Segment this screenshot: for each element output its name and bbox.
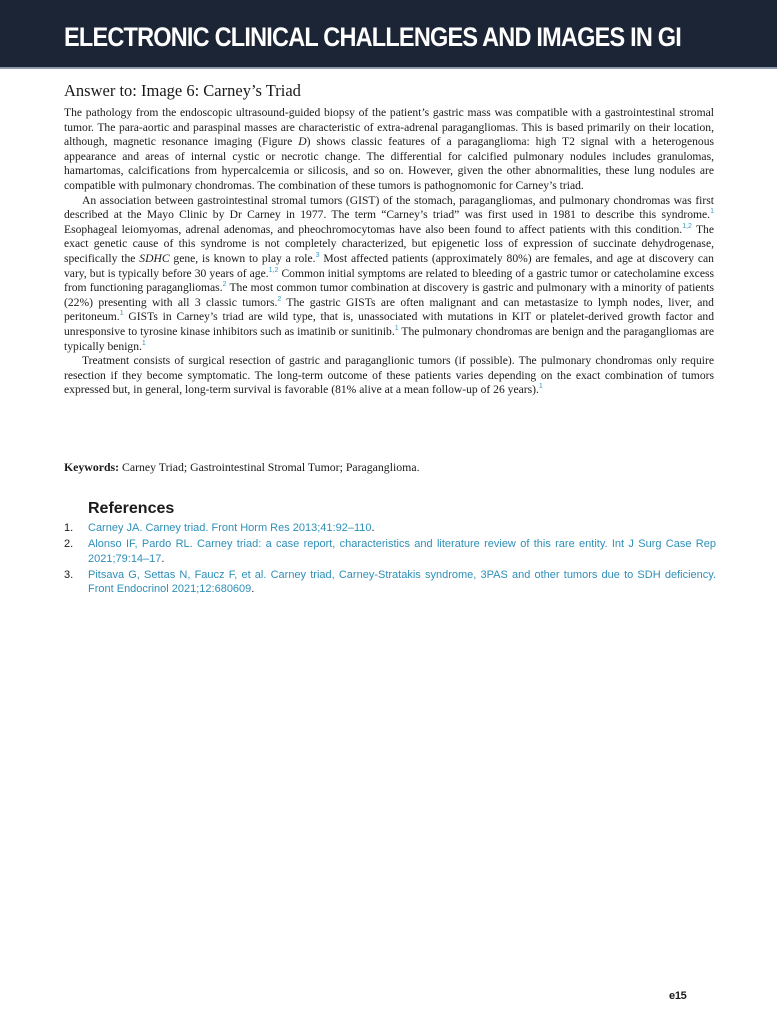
- text-run: The pathology from the endoscopic ultrasound-guided biopsy of the patient’s gastric mass was compatible with a gastrointestinal stromal tumor. The para-aortic and paraspinal masses are characteristic of extra-adrenal paragangliomas. This is based primarily on their location, although, magnetic resonance imaging (Figure: [64, 106, 714, 149]
- reference-item: [64, 568, 716, 597]
- citation-link[interactable]: 1: [119, 310, 124, 318]
- citation-link[interactable]: 1: [394, 325, 399, 333]
- reference-link[interactable]: Alonso IF, Pardo RL. Carney triad: a case report, characteristics and literature review of this rare entity. Int J Surg Case Rep 2021;79:14–17: [88, 538, 716, 565]
- journal-section-banner: [0, 0, 777, 69]
- answer-heading: Answer to: Image 6: Carney’s Triad: [64, 81, 301, 100]
- citation-link[interactable]: 2: [222, 281, 227, 289]
- citation-link[interactable]: 1: [538, 383, 543, 391]
- paragraph: [64, 106, 714, 194]
- paragraph: [64, 354, 714, 398]
- reference-number: 1.: [64, 522, 74, 534]
- citation-link[interactable]: 1,2: [682, 222, 692, 230]
- references-heading: References: [88, 500, 175, 517]
- reference-number: 3.: [64, 568, 74, 581]
- page-number: e15: [669, 990, 687, 1002]
- keywords-text: Carney Triad; Gastrointestinal Stromal Tumor; Paraganglioma.: [119, 460, 420, 474]
- italic-text: SDHC: [139, 251, 170, 265]
- text-run: Most affected patients (approximately 80%) are females, and age at discovery can vary, but is typically before 30 years of age.: [64, 251, 714, 280]
- keywords-line: [64, 460, 714, 475]
- reference-terminator: .: [251, 583, 255, 595]
- text-run: The most common tumor combination at discovery is gastric and pulmonary with a minority of patients (22%) presenting with all 3 classic tumors.: [64, 281, 714, 309]
- text-run: An association between gastrointestinal stromal tumors (GIST) of the stomach, paragangliomas, and pulmonary chondromas was first described at the Mayo Clinic by Dr Carney in 1977. The term “Carney’s triad” was first used in 1981 to describe this syndrome.: [64, 193, 714, 222]
- text-run: Treatment consists of surgical resection of gastric and paraganglionic tumors (if possible). The pulmonary chondromas only require resection if they become symptomatic. The long-term outcome of these patients varies depending on the exact combination of tumors expressed but, in general, long-term survival is favorable (81% alive at a mean follow-up of 26 years).: [64, 354, 714, 397]
- text-run: ) shows classic features of a paraganglioma: high T2 signal with a heterogenous appearance and areas of internal cystic or necrotic change. The differential for calcified pulmonary nodules includes granulomas, hamartomas, calcifications from hypercalcemia or silicosis, and so on. However, given the other abnormalities, these lung nodules are compatible with pulmonary chondromas. The combination of these tumors is pathognomonic for Carney’s triad.: [64, 135, 714, 192]
- references-list: [64, 521, 716, 598]
- citation-link[interactable]: 2: [277, 295, 282, 303]
- reference-terminator: .: [371, 522, 375, 534]
- paragraph: [64, 194, 714, 355]
- citation-link[interactable]: 1: [710, 208, 714, 216]
- text-run: Esophageal leiomyomas, adrenal adenomas, and pheochromocytomas have also been found to affect patients with this condition.: [64, 222, 683, 236]
- text-run: The exact genetic cause of this syndrome is not completely characterized, but epigenetic loss of expression of succinate dehydrogenase, specifically the: [64, 222, 714, 265]
- citation-link[interactable]: 1,2: [268, 266, 279, 274]
- text-run: Common initial symptoms are related to bleeding of a gastric tumor or catecholamine excess from functioning paragangliomas.: [64, 266, 714, 295]
- text-run: The pulmonary chondromas are benign and the paragangliomas are typically benign.: [64, 324, 715, 353]
- text-run: gene, is known to play a role.: [169, 251, 316, 265]
- reference-link[interactable]: Carney JA. Carney triad. Front Horm Res 2013;41:92–110: [88, 522, 372, 534]
- reference-terminator: .: [161, 552, 165, 565]
- keywords-label: Keywords:: [64, 460, 120, 474]
- reference-number: 2.: [64, 538, 74, 550]
- text-run: GISTs in Carney’s triad are wild type, that is, unassociated with mutations in KIT or platelet-derived growth factor and unresponsive to tyrosine kinase inhibitors such as imatinib or sunitinib.: [64, 310, 714, 338]
- reference-item: [64, 537, 716, 566]
- reference-link[interactable]: Pitsava G, Settas N, Faucz F, et al. Carney triad, Carney-Stratakis syndrome, 3PAS and other tumors due to SDH deficiency. Front Endocrinol 2021;12:680609: [88, 568, 716, 595]
- citation-link[interactable]: 1: [141, 339, 146, 347]
- reference-item: [64, 521, 716, 536]
- section-title: ELECTRONIC CLINICAL CHALLENGES AND IMAGES IN GI: [64, 22, 682, 52]
- text-run: The gastric GISTs are often malignant and can metastasize to lymph nodes, liver, and peritoneum.: [64, 295, 714, 324]
- citation-link[interactable]: 3: [315, 252, 320, 260]
- italic-text: D: [298, 135, 307, 149]
- article-body: [64, 106, 714, 398]
